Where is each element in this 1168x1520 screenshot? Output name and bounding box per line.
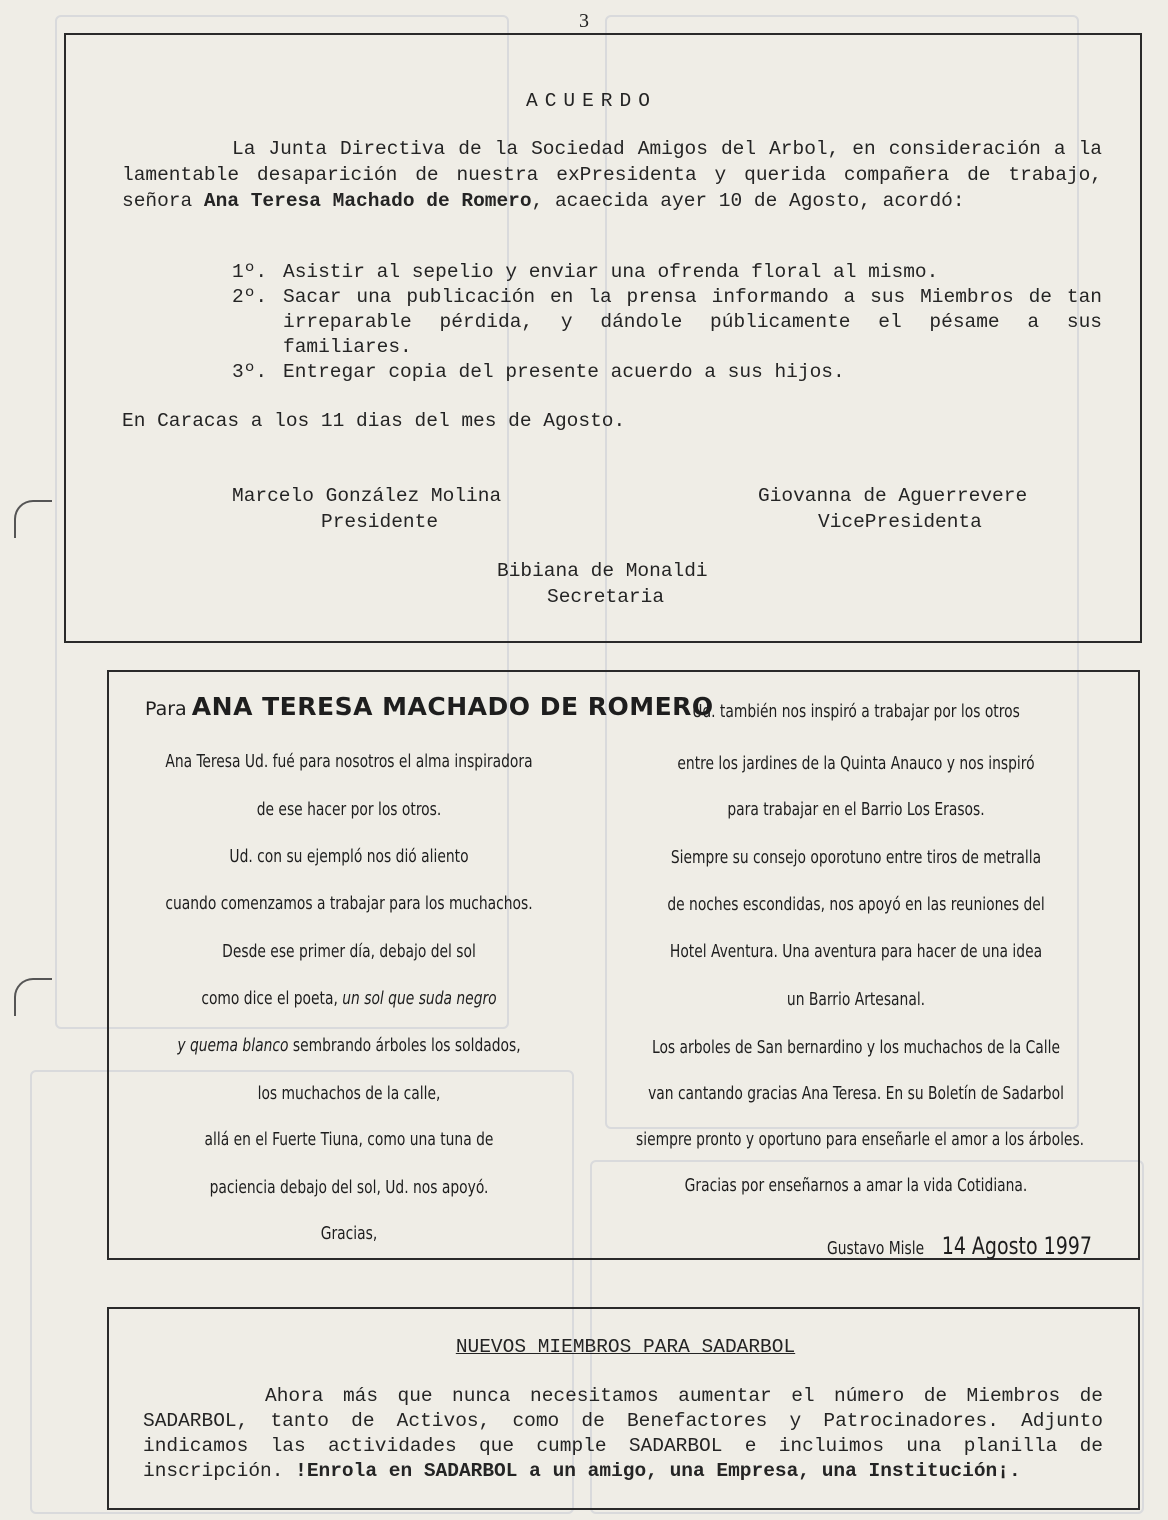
list-item-text: Entregar copia del presente acuerdo a sus hijos. — [283, 361, 845, 383]
list-item — [232, 285, 1102, 360]
poem-line: Siempre su consejo oporotuno entre tiros de metralla — [670, 848, 1042, 868]
poem-line: cuando comenzamos a trabajar para los muchachos. — [165, 894, 533, 914]
nuevos-title-text: NUEVOS MIEMBROS PARA SADARBOL — [455, 1336, 796, 1358]
acuerdo-body-name: Ana Teresa Machado de Romero — [203, 190, 532, 212]
poem-line: de ese hacer por los otros. — [256, 800, 442, 820]
poem-line: sembrando árboles los soldados, — [292, 1036, 521, 1056]
acuerdo-body — [122, 136, 1102, 214]
poem-quote: un sol que suda negro — [342, 989, 497, 1009]
list-item — [232, 260, 1102, 285]
secretary-title: Secretaria — [547, 586, 665, 608]
list-item-text: Sacar una publicación en la prensa informando a sus Miembros de tan irreparable pérdida, y dándole públicamente el pésame a sus familiares. — [283, 286, 1102, 358]
poem-line: Hotel Aventura. Una aventura para hacer de una idea — [669, 942, 1043, 962]
acuerdo-box — [64, 33, 1142, 643]
poem-line: Gracias, — [320, 1224, 378, 1244]
poem-line: entre los jardines de la Quinta Anauco y nos inspiró — [677, 754, 1035, 774]
vice-president-name: Giovanna de Aguerrevere — [758, 485, 1028, 507]
acuerdo-title: ACUERDO — [526, 90, 657, 112]
poem-line: Ud. con su ejempló nos dió aliento — [229, 847, 469, 867]
poem-line: Desde ese primer día, debajo del sol — [222, 942, 476, 962]
poem-line: los muchachos de la calle, — [257, 1084, 441, 1104]
tribute-heading-name: ANA TERESA MACHADO DE ROMERO — [191, 692, 714, 721]
tribute-heading-para: Para — [145, 698, 187, 720]
poem-line: Ana Teresa Ud. fué para nosotros el alma inspiradora — [165, 752, 533, 772]
secretary-name: Bibiana de Monaldi — [497, 560, 708, 582]
poem-line: van cantando gracias Ana Teresa. En su Boletín de Sadarbol — [648, 1084, 1064, 1104]
poem-line: allá en el Fuerte Tiuna, como una tuna de — [204, 1130, 494, 1150]
acuerdo-list — [232, 260, 1102, 385]
nuevos-body — [143, 1384, 1103, 1484]
poem-line: un Barrio Artesanal. — [786, 990, 926, 1010]
acuerdo-body-end: , acaecida ayer 10 de Agosto, acordó: — [531, 190, 965, 212]
poem-line: Los arboles de San bernardino y los muchachos de la Calle — [652, 1038, 1060, 1058]
poem-line: para trabajar en el Barrio Los Erasos. — [727, 800, 985, 820]
punch-hole-upper — [14, 500, 52, 538]
tribute-signature — [827, 1232, 1091, 1260]
list-item-number: 1º. — [232, 261, 268, 283]
list-item-number: 2º. — [232, 286, 268, 308]
punch-hole-lower — [14, 978, 52, 1016]
acuerdo-body-intro: La Junta Directiva de la Sociedad Amigos del Arbol, en consideración a la lamentable desaparición de nuestra exPresidenta y querida compañera de trabajo, señora — [122, 138, 1102, 212]
vice-president-title: VicePresidenta — [818, 511, 982, 533]
list-item-text: Asistir al sepelio y enviar una ofrenda floral al mismo. — [283, 261, 939, 283]
signature-name: Gustavo Misle — [827, 1239, 925, 1259]
nuevos-body-text: Ahora más que nunca necesitamos aumentar el número de Miembros de SADARBOL, tanto de Activos, como de Benefactores y Patrocinadores. Adjunto indicamos las actividades que cumple SADARBOL e incluimos una planilla de inscripción. — [143, 1385, 1103, 1482]
president-title: Presidente — [321, 511, 439, 533]
signature-date: 14 Agosto 1997 — [941, 1232, 1092, 1260]
poem-line: Ud. también nos inspiró a trabajar por los otros — [692, 702, 1020, 722]
president-name: Marcelo González Molina — [232, 485, 502, 507]
place-date: En Caracas a los 11 dias del mes de Agosto. — [122, 410, 626, 432]
poem-line: siempre pronto y oportuno para enseñarle el amor a los árboles. — [636, 1130, 1085, 1150]
poem-line: como dice el poeta, — [201, 989, 338, 1009]
poem-line: paciencia debajo del sol, Ud. nos apoyó. — [209, 1178, 489, 1198]
tribute-box — [107, 670, 1140, 1260]
nuevos-body-emphasis: !Enrola en SADARBOL a un amigo, una Empresa, una Institución¡. — [295, 1460, 1021, 1482]
poem-line-quote — [147, 1036, 552, 1056]
poem-line: de noches escondidas, nos apoyó en las reuniones del — [667, 895, 1045, 915]
poem-line-quote — [147, 989, 552, 1009]
tribute-heading — [145, 692, 714, 721]
nuevos-title — [109, 1336, 1142, 1358]
page-number: 3 — [579, 10, 589, 32]
list-item — [232, 360, 1102, 385]
poem-line: Gracias por enseñarnos a amar la vida Cotidiana. — [684, 1176, 1028, 1196]
list-item-number: 3º. — [232, 361, 268, 383]
nuevos-miembros-box — [107, 1307, 1140, 1510]
poem-quote: y quema blanco — [177, 1036, 289, 1056]
